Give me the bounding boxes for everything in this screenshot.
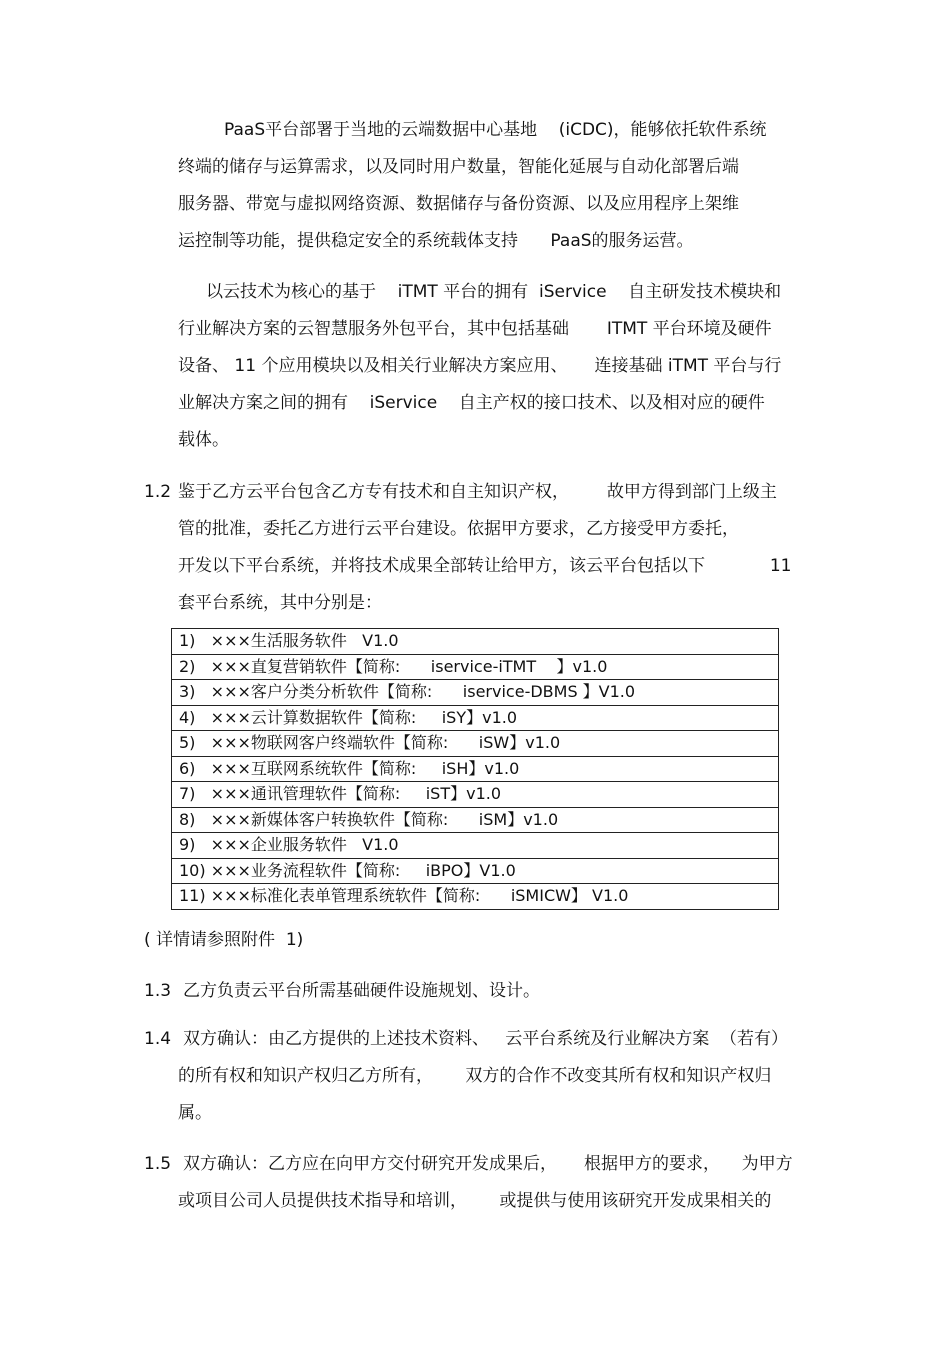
table-row [172,782,779,808]
table-row [172,654,779,680]
table-row [172,756,779,782]
para1-line-4: 运控制等功能，提供稳定安全的系统载体支持 PaaS的服务运营。 [178,231,694,251]
table-row [172,833,779,859]
sec14-number: 1.4 [144,1029,172,1049]
table-cell: 9) ×××企业服务软件 V1.0 [172,833,779,859]
table-cell: 10) ×××业务流程软件【简称: iBPO】V1.0 [172,858,779,884]
para2-line-2: 行业解决方案的云智慧服务外包平台，其中包括基础 ITMT 平台环境及硬件 [178,319,772,339]
sec12-line-4: 套平台系统，其中分别是： [178,593,382,613]
table-cell: 2) ×××直复营销软件【简称: iservice-iTMT 】v1.0 [172,654,779,680]
software-list-table [171,628,779,910]
sec14-line-2: 的所有权和知识产权归乙方所有， 双方的合作不改变其所有权和知识产权归 [178,1066,772,1086]
table-row [172,858,779,884]
table-row [172,705,779,731]
attachment-note: ( 详情请参照附件 1) [144,930,304,950]
table-row [172,680,779,706]
table-cell: 1) ×××生活服务软件 V1.0 [172,629,779,655]
table-cell: 4) ×××云计算数据软件【简称: iSY】v1.0 [172,705,779,731]
para2-line-4: 业解决方案之间的拥有 iService 自主产权的接口技术、以及相对应的硬件 [178,393,765,413]
table-cell: 8) ×××新媒体客户转换软件【简称: iSM】v1.0 [172,807,779,833]
table-cell: 7) ×××通讯管理软件【简称: iST】v1.0 [172,782,779,808]
para2-line-5: 载体。 [178,430,229,450]
table-row [172,807,779,833]
table-cell: 6) ×××互联网系统软件【简称: iSH】v1.0 [172,756,779,782]
table-cell: 5) ×××物联网客户终端软件【简称: iSW】v1.0 [172,731,779,757]
para2-line-1: 以云技术为核心的基于 iTMT 平台的拥有 iService 自主研发技术模块和 [206,282,782,302]
sec15-line-1: 双方确认：乙方应在向甲方交付研究开发成果后， 根据甲方的要求， 为甲方 [183,1154,793,1174]
para1-line-2: 终端的储存与运算需求，以及同时用户数量，智能化延展与自动化部署后端 [178,157,739,177]
sec15-line-2: 或项目公司人员提供技术指导和培训， 或提供与使用该研究开发成果相关的 [178,1191,772,1211]
table-row [172,884,779,910]
para2-line-3: 设备、 11 个应用模块以及相关行业解决方案应用、 连接基础 iTMT 平台与行 [178,356,782,376]
table-cell: 3) ×××客户分类分析软件【简称: iservice-DBMS 】V1.0 [172,680,779,706]
sec15-number: 1.5 [144,1154,172,1174]
para1-line-3: 服务器、带宽与虚拟网络资源、数据储存与备份资源、以及应用程序上架维 [178,194,739,214]
table-row [172,731,779,757]
sec13-number: 1.3 [144,981,172,1001]
table-cell: 11) ×××标准化表单管理系统软件【简称: iSMICW】 V1.0 [172,884,779,910]
sec14-line-3: 属。 [178,1103,212,1123]
table-row [172,629,779,655]
sec13-text: 乙方负责云平台所需基础硬件设施规划、设计。 [183,981,540,1001]
sec12-line-1: 鉴于乙方云平台包含乙方专有技术和自主知识产权， 故甲方得到部门上级主 [178,482,777,502]
sec12-line-2: 管的批准，委托乙方进行云平台建设。依据甲方要求，乙方接受甲方委托， [178,519,739,539]
para1-line-1: PaaS平台部署于当地的云端数据中心基地 (iCDC)，能够依托软件系统 [224,120,767,140]
sec12-line-3: 开发以下平台系统，并将技术成果全部转让给甲方，该云平台包括以下 11 [178,556,792,576]
sec12-number: 1.2 [144,482,172,502]
sec14-line-1: 双方确认：由乙方提供的上述技术资料、 云平台系统及行业解决方案 （若有） [183,1029,789,1049]
